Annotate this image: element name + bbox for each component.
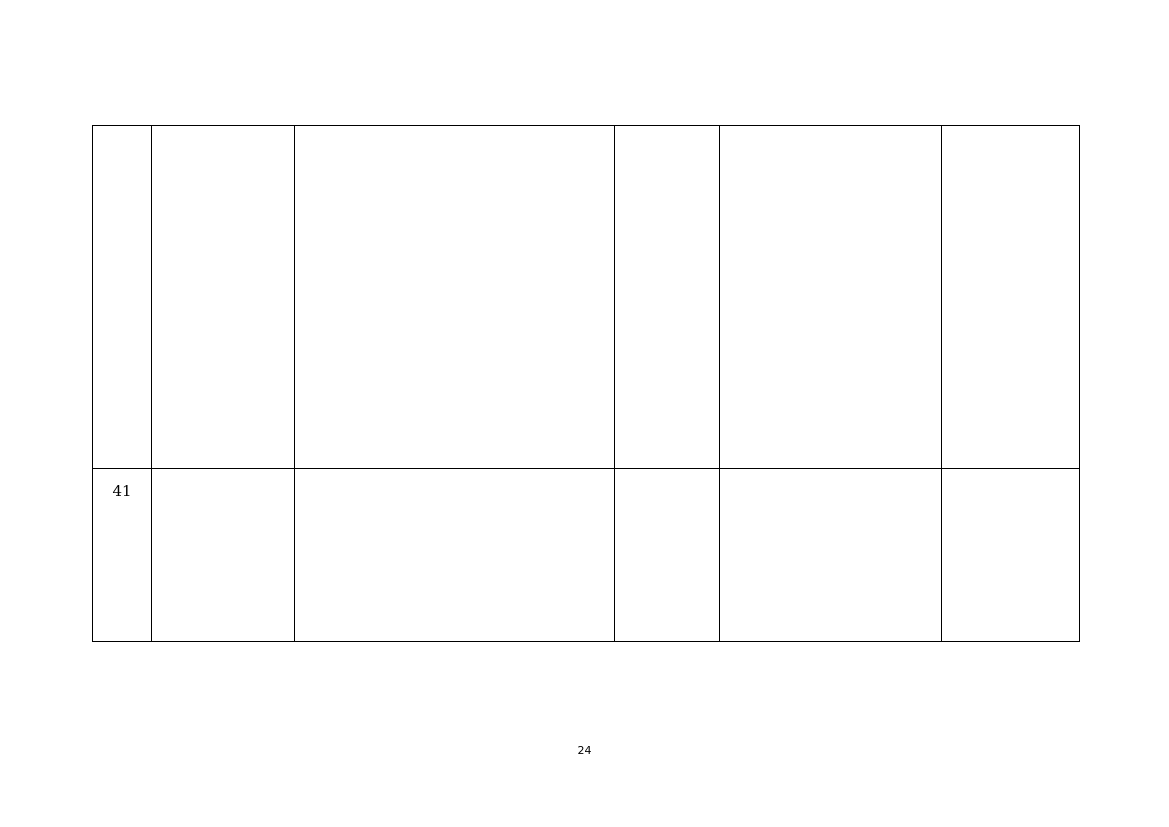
market-prospect (942, 126, 1080, 469)
row-number: 41 (93, 469, 152, 642)
project-table (92, 125, 1080, 642)
row-number (93, 126, 152, 469)
table-row (93, 469, 1080, 642)
energy-saving-effect (720, 469, 942, 642)
page-number: 24 (577, 744, 592, 757)
project-name (152, 126, 295, 469)
project-name (152, 469, 295, 642)
project-description (295, 126, 615, 469)
table-row (93, 126, 1080, 469)
application-scope (615, 469, 720, 642)
project-description (295, 469, 615, 642)
application-scope (615, 126, 720, 469)
market-prospect (942, 469, 1080, 642)
energy-saving-effect (720, 126, 942, 469)
